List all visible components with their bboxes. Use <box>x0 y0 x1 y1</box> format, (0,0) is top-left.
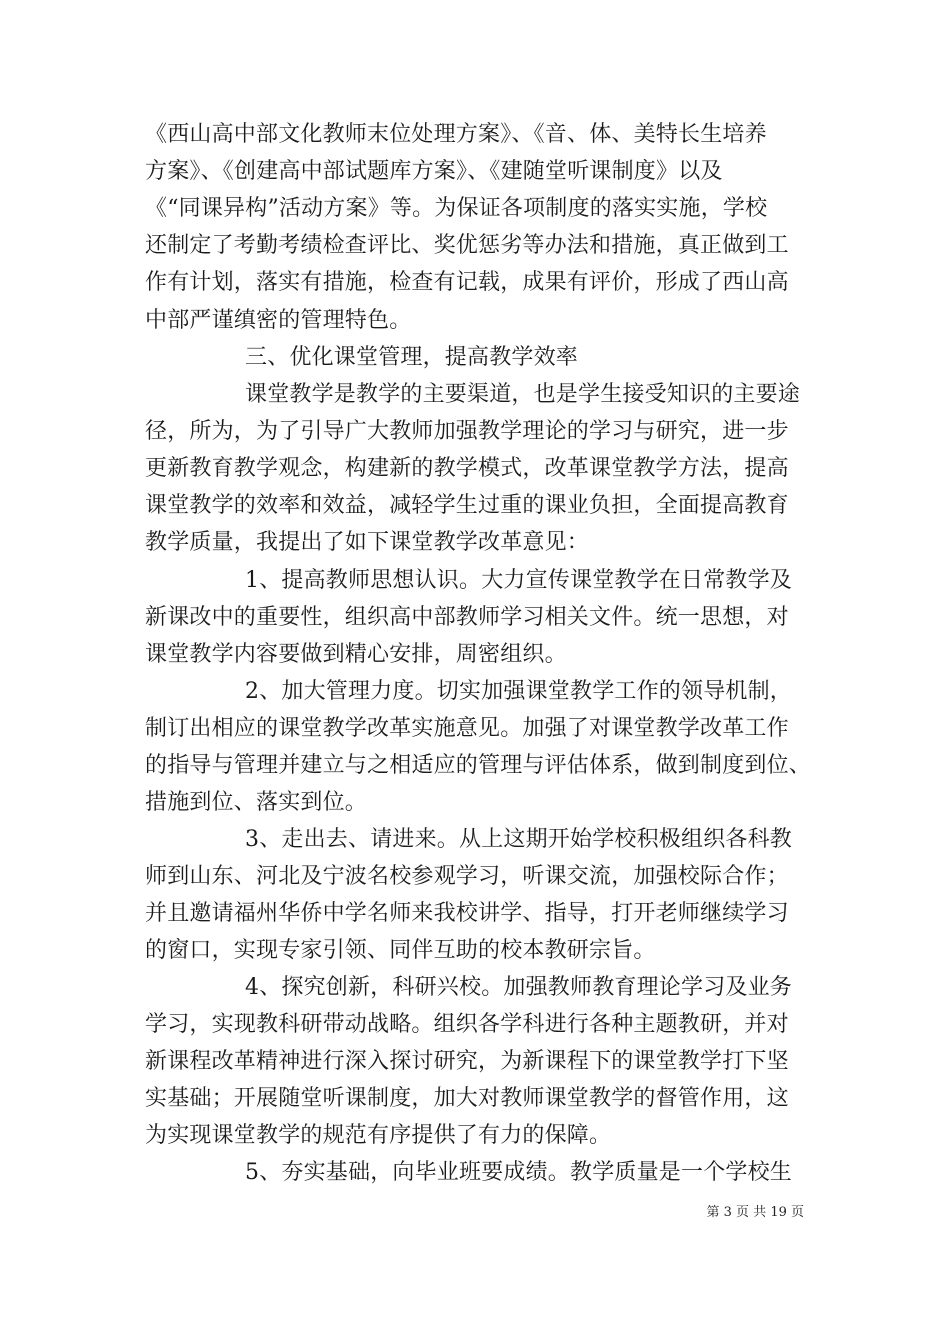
list-item-5-first-line: 5、夯实基础，向毕业班要成绩。教学质量是一个学校生 <box>245 1160 792 1185</box>
list-item-2-first-line: 2、加大管理力度。切实加强课堂教学工作的领导机制， <box>245 679 792 704</box>
body-text-line: 制订出相应的课堂教学改革实施意见。加强了对课堂教学改革工作 <box>145 716 789 741</box>
body-text-line: 《西山高中部文化教师末位处理方案》、《音、体、美特长生培养 <box>145 122 767 147</box>
body-text-line: 为实现课堂教学的规范有序提供了有力的保障。 <box>145 1123 612 1148</box>
body-text-line: 新课程改革精神进行深入探讨研究，为新课程下的课堂教学打下坚 <box>145 1049 789 1074</box>
body-text-line: 方案》、《创建高中部试题库方案》、《建随堂听课制度》以及 <box>145 159 723 184</box>
body-text-line: 新课改中的重要性，组织高中部教师学习相关文件。统一思想，对 <box>145 605 789 630</box>
body-text-line: 《“同课异构”活动方案》等。为保证各项制度的落实实施，学校 <box>145 196 768 221</box>
body-text-line: 师到山东、河北及宁波名校参观学习，听课交流，加强校际合作； <box>145 864 789 889</box>
section-heading: 三、优化课堂管理，提高教学效率 <box>245 345 579 370</box>
paragraph-first-line: 课堂教学是教学的主要渠道，也是学生接受知识的主要途 <box>245 382 801 407</box>
list-item-1-first-line: 1、提高教师思想认识。大力宣传课堂教学在日常教学及 <box>245 568 792 593</box>
body-text-line: 中部严谨缜密的管理特色。 <box>145 308 412 333</box>
body-text-line: 径，所为，为了引导广大教师加强教学理论的学习与研究，进一步 <box>145 419 789 444</box>
body-text-line: 学习，实现教科研带动战略。组织各学科进行各种主题教研，并对 <box>145 1012 789 1037</box>
body-text-line: 的窗口，实现专家引领、同伴互助的校本教研宗旨。 <box>145 938 656 963</box>
list-item-3-first-line: 3、走出去、请进来。从上这期开始学校积极组织各科教 <box>245 827 792 852</box>
body-text-line: 还制定了考勤考绩检查评比、奖优惩劣等办法和措施，真正做到工 <box>145 233 789 258</box>
list-item-4-first-line: 4、探究创新，科研兴校。加强教师教育理论学习及业务 <box>245 975 792 1000</box>
body-text-line: 措施到位、落实到位。 <box>145 790 368 815</box>
body-text-line: 教学质量，我提出了如下课堂教学改革意见： <box>145 530 590 555</box>
body-text-line: 课堂教学的效率和效益，减轻学生过重的课业负担，全面提高教育 <box>145 493 789 518</box>
body-text-line: 作有计划，落实有措施，检查有记载，成果有评价，形成了西山高 <box>145 270 789 295</box>
body-text-line: 更新教育教学观念，构建新的教学模式，改革课堂教学方法，提高 <box>145 456 789 481</box>
page-number-footer: 第 3 页 共 19 页 <box>706 1205 804 1220</box>
body-text-line: 的指导与管理并建立与之相适应的管理与评估体系，做到制度到位、 <box>145 753 812 778</box>
body-text-line: 课堂教学内容要做到精心安排，周密组织。 <box>145 642 567 667</box>
body-text-line: 实基础；开展随堂听课制度，加大对教师课堂教学的督管作用，这 <box>145 1086 789 1111</box>
body-text-line: 并且邀请福州华侨中学名师来我校讲学、指导，打开老师继续学习 <box>145 901 789 926</box>
